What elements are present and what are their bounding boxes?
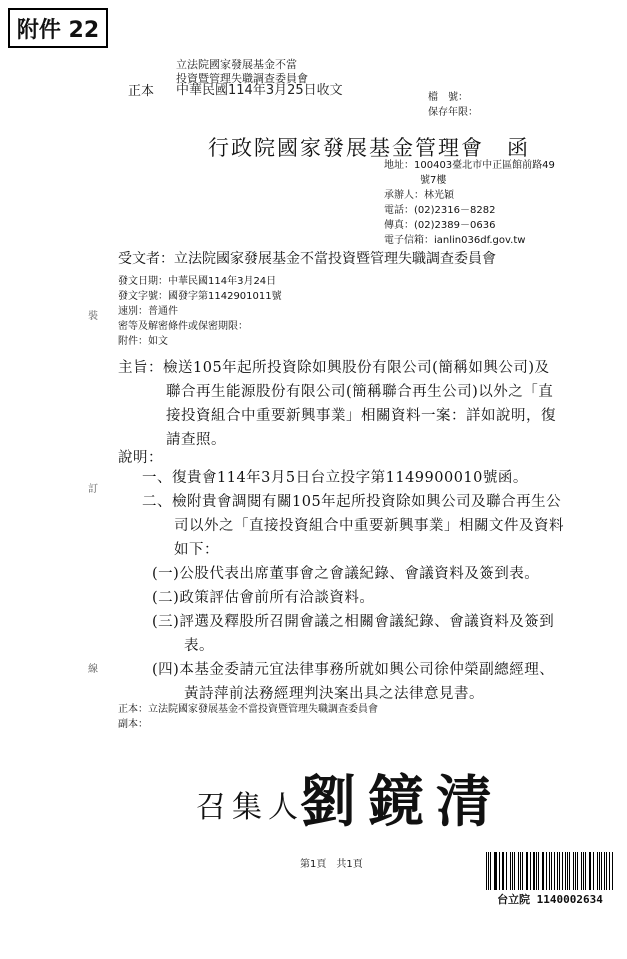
barcode-bar — [583, 852, 584, 890]
barcode-bar — [486, 852, 487, 890]
binding-mark-1: 裝 — [88, 311, 98, 322]
page-number: 第1頁 共1頁 — [300, 859, 363, 870]
subject-line-1: 主旨：檢送105年起所投資除如興股份有限公司(簡稱如興公司)及 — [118, 360, 550, 376]
barcode-bar — [494, 852, 495, 890]
letterhead-title: 行政院國家發展基金管理會 函 — [208, 136, 530, 160]
barcode-bar — [559, 852, 560, 890]
barcode-bar — [533, 852, 534, 890]
barcode-bar — [495, 852, 496, 890]
signature-name: 劉鏡清 — [300, 769, 504, 835]
explanation-item-2-line-3: 如下： — [174, 542, 219, 558]
barcode-bar — [522, 852, 523, 890]
barcode-bar — [604, 852, 605, 890]
binding-mark-3: 線 — [88, 664, 98, 675]
barcode-number: 台立院 1140002634 — [497, 893, 603, 906]
subject-line-2: 聯合再生能源股份有限公司(簡稱聯合再生公司)以外之「直 — [166, 384, 554, 400]
barcode-bar — [538, 852, 539, 890]
explanation-heading: 說明： — [118, 450, 163, 466]
stamp-line-2: 投資暨管理失職調查委員會 — [176, 72, 308, 85]
secrecy: 密等及解密條件或保密期限： — [118, 321, 248, 332]
sub-item-3-line-1: (三)評選及釋股所召開會議之相關會議紀錄、會議資料及簽到 — [152, 614, 555, 630]
barcode-bar — [567, 852, 568, 890]
barcode-bar — [506, 852, 507, 890]
barcode-bar — [612, 852, 613, 890]
barcode-bar — [514, 852, 515, 890]
sub-item-4-line-2: 黃詩萍前法務經理判決案出具之法律意見書。 — [184, 686, 484, 702]
subject-line-4: 請查照。 — [166, 432, 226, 448]
explanation-item-2-line-1: 二、檢附貴會調閱有關105年起所投資除如興公司及聯合再生公 — [142, 494, 562, 510]
barcode-bars — [486, 852, 614, 890]
doc-number: 發文字號：國發字第1142901011號 — [118, 291, 282, 302]
file-info — [428, 90, 478, 120]
contact-handler: 承辦人：林光穎 — [384, 190, 454, 201]
barcode — [486, 852, 614, 907]
barcode-bar — [549, 852, 550, 890]
subject-line-3: 接投資組合中重要新興事業」相關資料一案：詳如說明，復 — [166, 408, 556, 424]
sub-item-2: (二)政策評估會前所有洽談資料。 — [152, 590, 375, 606]
barcode-bar — [590, 852, 591, 890]
explanation-block — [118, 446, 618, 702]
sub-item-4-line-1: (四)本基金委請元宜法律事務所就如興公司徐仲榮副總經理、 — [152, 662, 555, 678]
attachment-label: 附件 22 — [8, 8, 108, 48]
barcode-bar — [573, 852, 574, 890]
receipt-stamp — [176, 58, 308, 86]
barcode-bar — [597, 852, 598, 890]
distribution-block — [118, 702, 378, 732]
barcode-bar — [551, 852, 552, 890]
stamp-line-3: 中華民國114年3月25日收文 — [176, 83, 343, 98]
barcode-bar — [510, 852, 511, 890]
explanation-item-2-line-2: 司以外之「直接投資組合中重要新興事業」相關文件及資料 — [174, 518, 564, 534]
recipient: 受文者：立法院國家發展基金不當投資暨管理失職調查委員會 — [118, 251, 496, 267]
speed: 速別：普通件 — [118, 306, 178, 317]
barcode-bar — [530, 852, 531, 890]
explanation-item-1: 一、復貴會114年3月5日台立投字第1149900010號函。 — [142, 470, 528, 486]
barcode-bar — [581, 852, 582, 890]
doc-date: 發文日期：中華民國114年3月24日 — [118, 276, 277, 287]
copy-mark: 正本 — [128, 84, 155, 99]
contact-address: 地址：100403臺北市中正區館前路49 — [384, 160, 555, 171]
meta-block — [118, 274, 282, 349]
stamp-line-1: 立法院國家發展基金不當 — [176, 58, 297, 71]
file-no: 檔 號： — [428, 92, 468, 103]
binding-mark-2: 訂 — [88, 484, 98, 495]
distribution-copy: 副本： — [118, 719, 148, 730]
retention-period: 保存年限： — [428, 107, 478, 118]
signature-title: 召集人 — [196, 790, 304, 825]
contact-phone: 電話：(02)2316－8282 — [384, 205, 496, 216]
contact-block — [384, 158, 555, 248]
sub-item-1: (一)公股代表出席董事會之會議紀錄、會議資料及簽到表。 — [152, 566, 540, 582]
sub-item-3-line-2: 表。 — [184, 638, 214, 654]
contact-email: 電子信箱：ianlin036df.gov.tw — [384, 235, 526, 246]
contact-address-2: 號7樓 — [420, 175, 447, 186]
attachment-note: 附件：如文 — [118, 336, 168, 347]
contact-fax: 傳真：(02)2389－0636 — [384, 220, 496, 231]
distribution-original: 正本：立法院國家發展基金不當投資暨管理失職調查委員會 — [118, 704, 378, 715]
